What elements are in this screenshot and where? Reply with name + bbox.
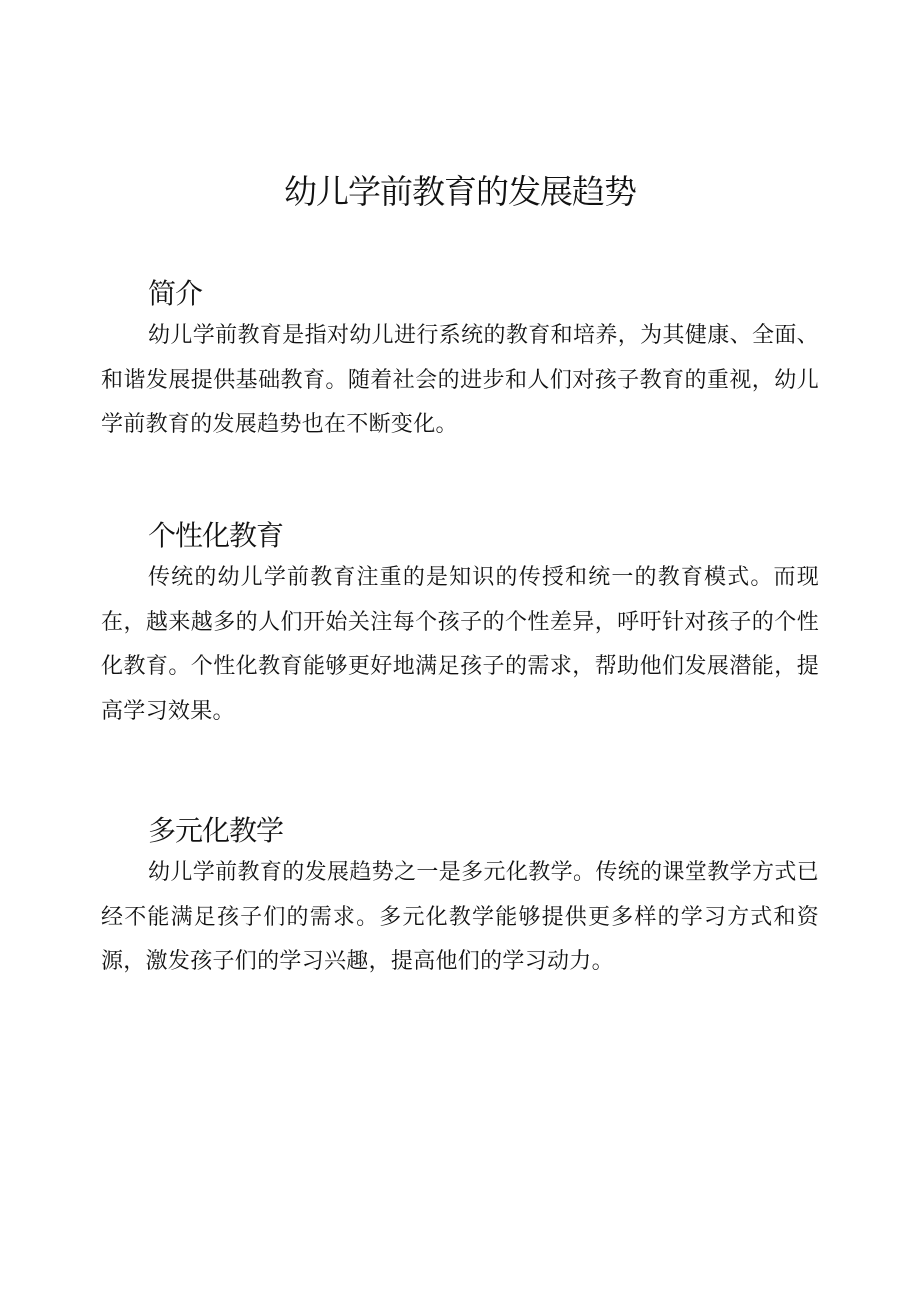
document-title: 幼儿学前教育的发展趋势 bbox=[284, 172, 636, 211]
section-introduction bbox=[101, 274, 819, 448]
section-heading: 个性化教育 bbox=[148, 519, 284, 552]
section-heading: 简介 bbox=[148, 277, 203, 310]
section-heading: 多元化教学 bbox=[148, 814, 284, 847]
section-body: 幼儿学前教育是指对幼儿进行系统的教育和培养，为其健康、全面、和谐发展提供基础教育。随着社会的进步和人们对孩子教育的重视，幼儿学前教育的发展趋势也在不断变化。 bbox=[101, 323, 819, 437]
section-diversified-teaching bbox=[101, 811, 819, 985]
section-personalized-education bbox=[101, 516, 819, 734]
section-body: 传统的幼儿学前教育注重的是知识的传授和统一的教育模式。而现在，越来越多的人们开始关注每个孩子的个性差异，呼吁针对孩子的个性化教育。个性化教育能够更好地满足孩子的需求，帮助他们发展潜能，提高学习效果。 bbox=[101, 565, 819, 724]
section-body: 幼儿学前教育的发展趋势之一是多元化教学。传统的课堂教学方式已经不能满足孩子们的需求。多元化教学能够提供更多样的学习方式和资源，激发孩子们的学习兴趣，提高他们的学习动力。 bbox=[101, 860, 819, 974]
